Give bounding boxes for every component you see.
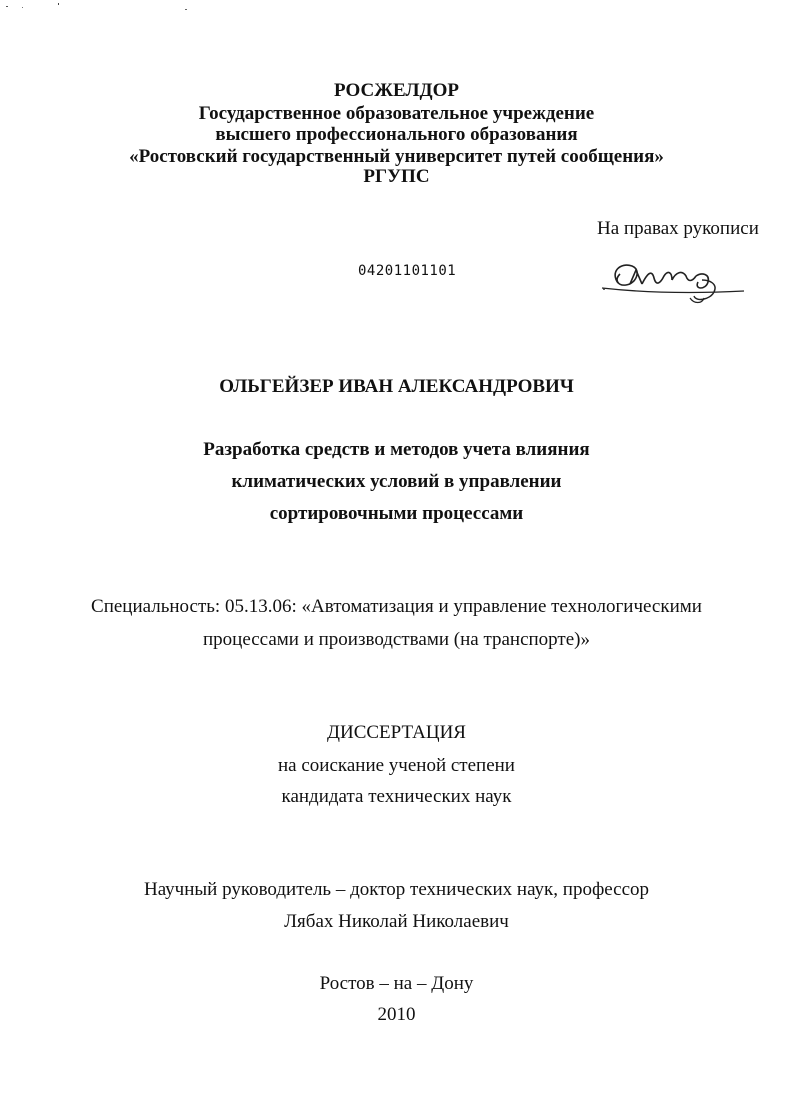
university-name: «Ростовский государственный университет путей сообщения»	[129, 146, 664, 167]
manuscript-note: На правах рукописи	[597, 218, 759, 239]
thesis-title-line-2: климатических условий в управлении	[231, 471, 562, 492]
specialty-line-2: процессами и производствами (на транспорте)»	[203, 629, 590, 650]
signature-image	[598, 250, 748, 312]
education-level: высшего профессионального образования	[215, 124, 578, 145]
registration-number: 04201101101	[358, 263, 457, 279]
year: 2010	[377, 1004, 416, 1025]
scan-specks	[0, 0, 220, 16]
degree-line-1: на соискание ученой степени	[278, 755, 515, 776]
org-name: РОСЖЕЛДОР	[333, 80, 460, 101]
degree-line-2: кандидата технических наук	[281, 786, 512, 807]
author-name: ОЛЬГЕЙЗЕР ИВАН АЛЕКСАНДРОВИЧ	[219, 376, 574, 397]
thesis-title-line-1: Разработка средств и методов учета влияния	[203, 439, 590, 460]
university-abbreviation: РГУПС	[363, 166, 430, 187]
work-type-title: ДИССЕРТАЦИЯ	[327, 722, 466, 743]
specialty-line-1: Специальность: 05.13.06: «Автоматизация и управление технологическими	[91, 596, 702, 617]
supervisor-name: Лябах Николай Николаевич	[284, 911, 509, 932]
institution-type: Государственное образовательное учреждение	[198, 103, 595, 124]
city: Ростов – на – Дону	[319, 973, 474, 994]
thesis-title-line-3: сортировочными процессами	[269, 503, 524, 524]
supervisor-line: Научный руководитель – доктор технических наук, профессор	[143, 879, 650, 900]
